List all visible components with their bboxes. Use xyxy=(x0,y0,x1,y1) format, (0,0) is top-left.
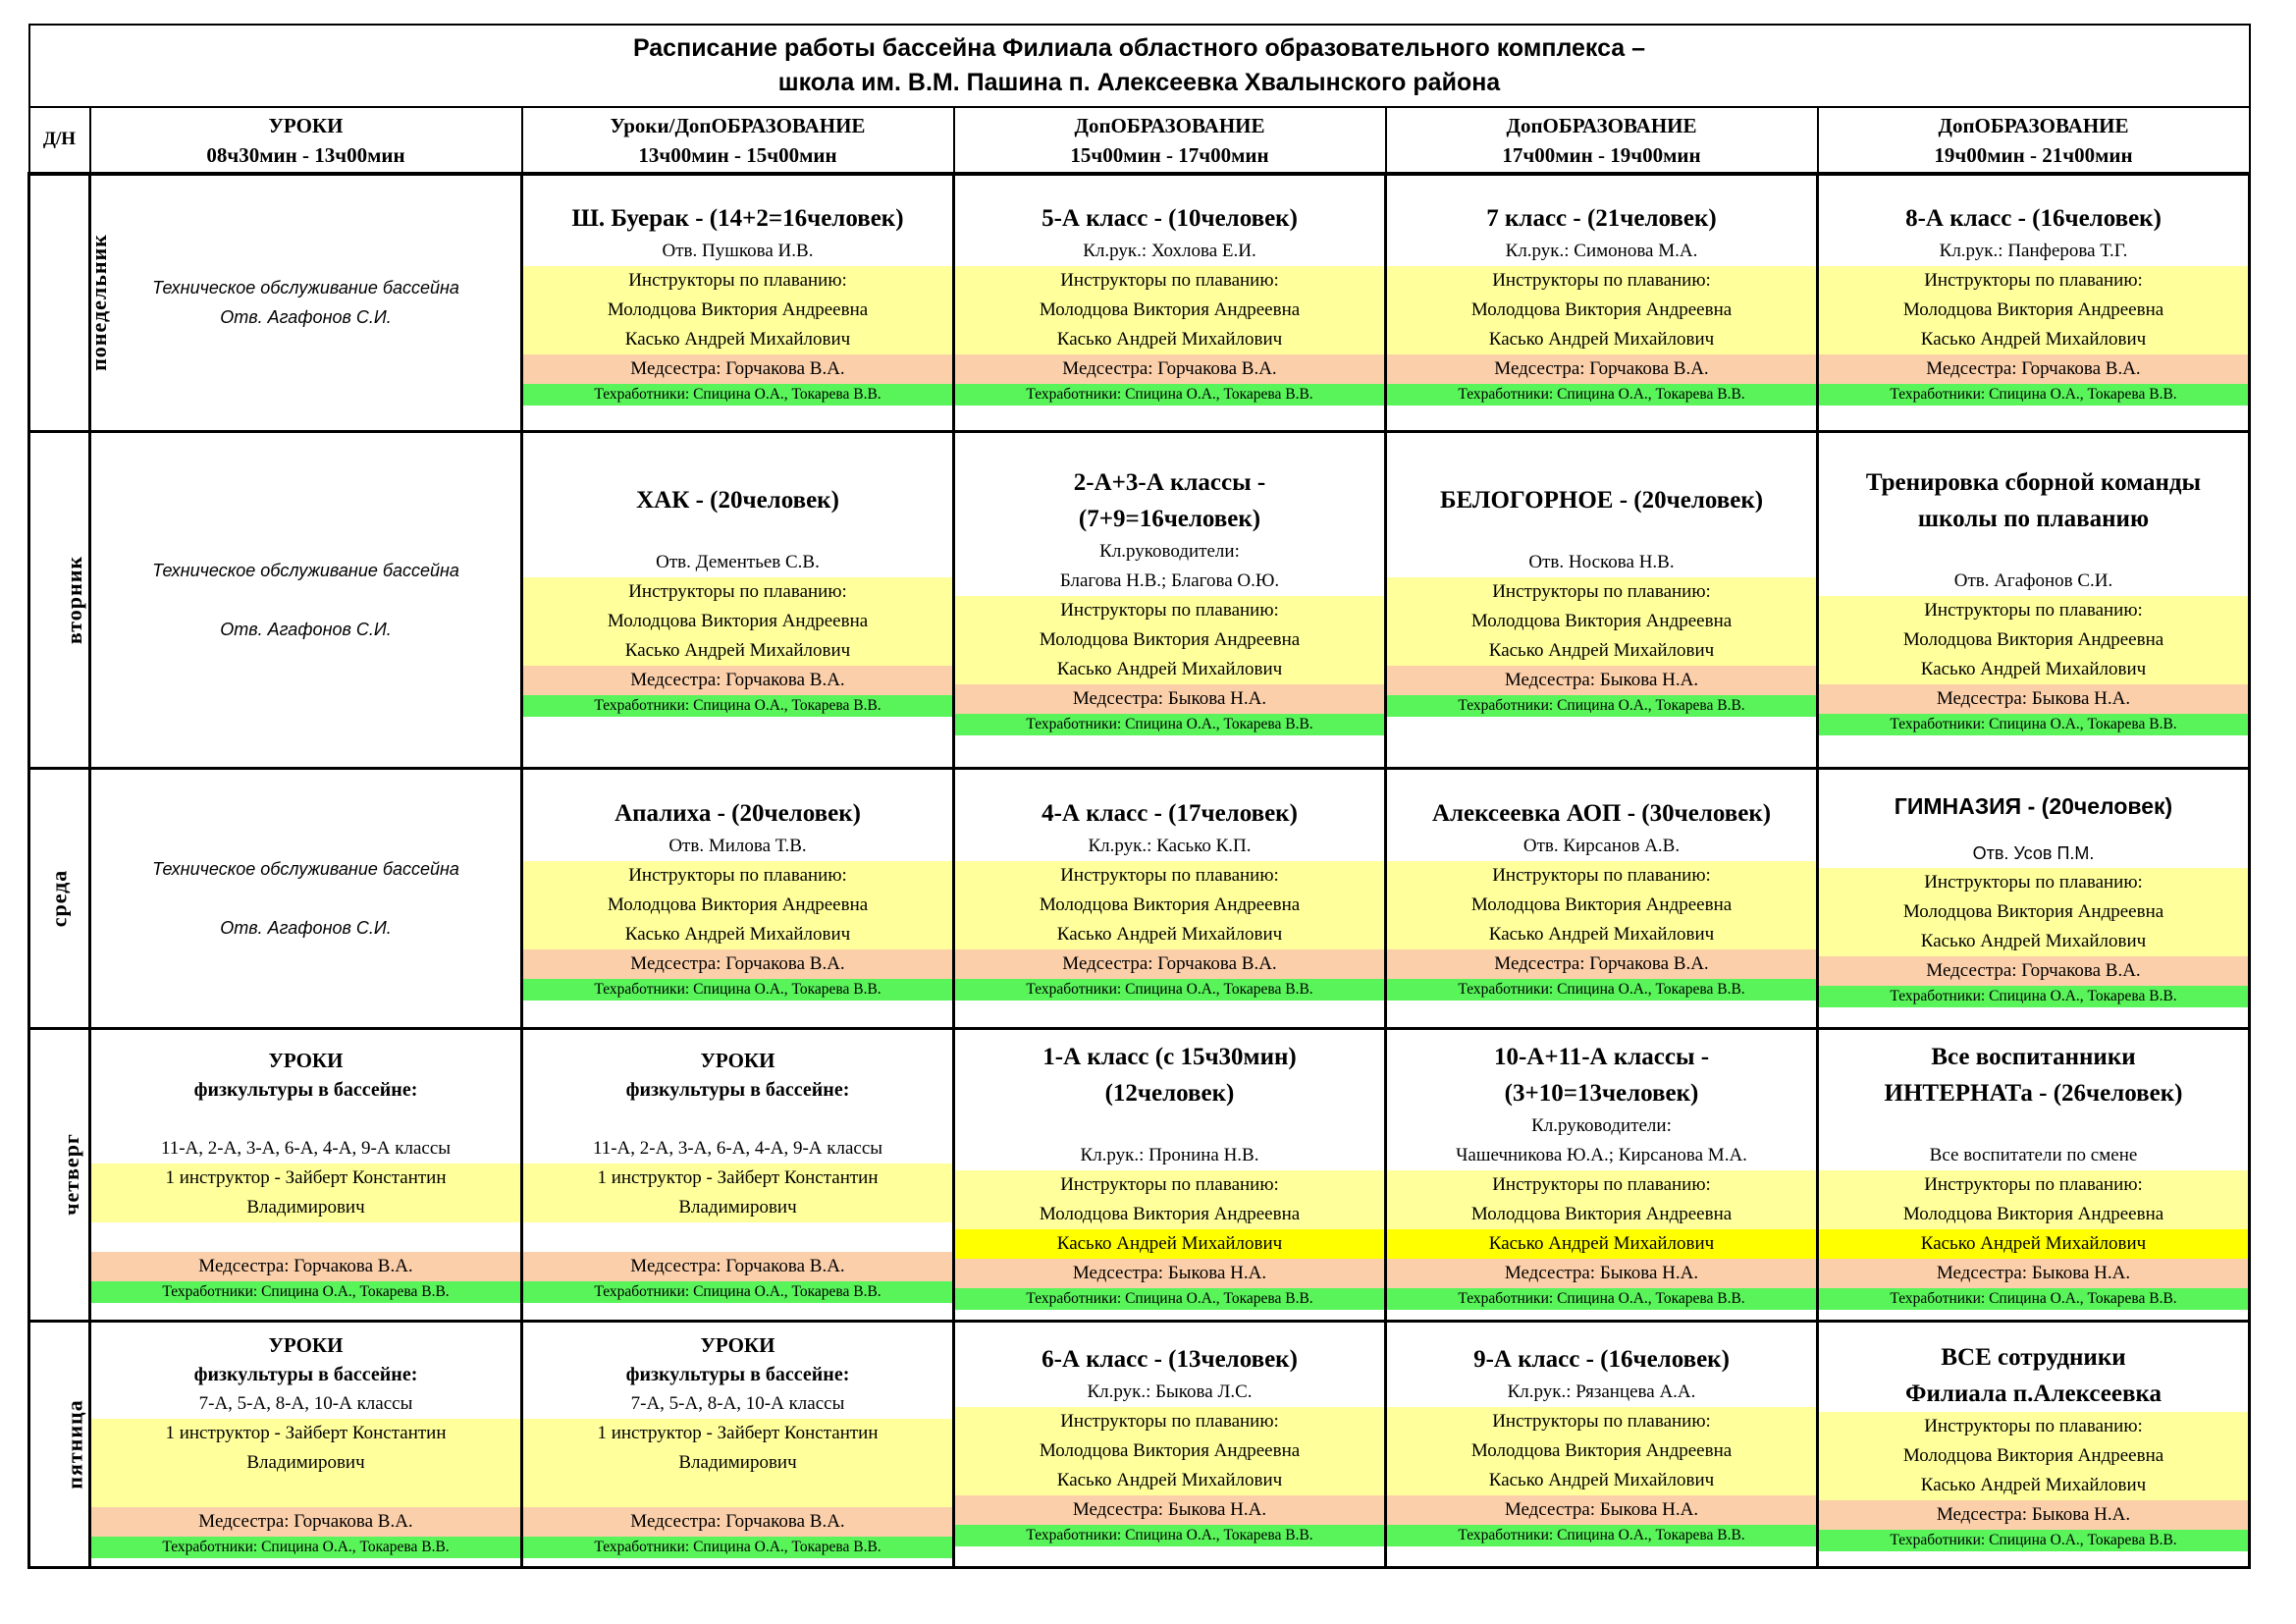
group-title-line-1: 2-А+3-А классы - xyxy=(1073,468,1266,496)
instructor-1: Молодцова Виктория Андреевна xyxy=(523,296,952,325)
nurse: Медсестра: Быкова Н.А. xyxy=(1387,1495,1816,1525)
instructor-1: Молодцова Виктория Андреевна xyxy=(1387,296,1816,325)
row-thursday xyxy=(29,1028,2250,1321)
group-resp: Кл.рук.: Быкова Л.С. xyxy=(1087,1381,1253,1402)
instructor-1: Молодцова Виктория Андреевна xyxy=(955,1200,1384,1229)
group-title: Ш. Буерак - (14+2=16человек) xyxy=(571,204,904,232)
tech-staff: Техработники: Спицина О.А., Токарева В.В. xyxy=(523,695,952,717)
group-title: 8-А класс - (16человек) xyxy=(1905,204,2162,232)
slot-friday-2 xyxy=(522,1321,954,1567)
nurse: Медсестра: Горчакова В.А. xyxy=(1819,354,2248,384)
group-title: Апалиха - (20человек) xyxy=(614,800,861,827)
nurse: Медсестра: Горчакова В.А. xyxy=(955,354,1384,384)
slot-tuesday-4 xyxy=(1386,431,1818,768)
maintenance-resp: Отв. Агафонов С.И. xyxy=(220,619,392,639)
single-instructor: 1 инструктор - Зайберт Константин xyxy=(523,1164,952,1193)
nurse: Медсестра: Горчакова В.А. xyxy=(1819,956,2248,986)
nurse: Медсестра: Горчакова В.А. xyxy=(523,354,952,384)
instructor-1: Молодцова Виктория Андреевна xyxy=(523,891,952,920)
group-title: ГИМНАЗИЯ - (20человек) xyxy=(1894,793,2173,819)
header-col-3-label: ДопОБРАЗОВАНИЕ xyxy=(1074,113,1265,137)
single-instructor: 1 инструктор - Зайберт Константин xyxy=(91,1419,520,1448)
day-label: пятница xyxy=(62,1398,87,1489)
lessons-subtitle: физкультуры в бассейне: xyxy=(193,1363,418,1385)
nurse: Медсестра: Горчакова В.А. xyxy=(955,949,1384,979)
day-label: четверг xyxy=(58,1133,83,1216)
instructors-label: Инструкторы по плаванию: xyxy=(955,1407,1384,1436)
tech-staff: Техработники: Спицина О.А., Токарева В.В. xyxy=(1819,986,2248,1007)
group-title: 5-А класс - (10человек) xyxy=(1041,204,1298,232)
tech-staff: Техработники: Спицина О.А., Токарева В.В. xyxy=(1387,1525,1816,1546)
slot-monday-1 xyxy=(90,174,522,431)
instructors-label: Инструкторы по плаванию: xyxy=(1387,266,1816,296)
instructors-label: Инструкторы по плаванию: xyxy=(955,861,1384,891)
group-title: БЕЛОГОРНОЕ - (20человек) xyxy=(1439,487,1764,514)
instructor-2: Касько Андрей Михайлович xyxy=(1819,655,2248,684)
lessons-subtitle: физкультуры в бассейне: xyxy=(625,1079,850,1101)
group-title: 9-А класс - (16человек) xyxy=(1473,1346,1730,1373)
day-label: вторник xyxy=(62,555,87,644)
single-instructor-line-2: Владимирович xyxy=(523,1193,952,1222)
instructor-2: Касько Андрей Михайлович xyxy=(1819,927,2248,956)
slot-thursday-5 xyxy=(1818,1028,2250,1321)
row-monday xyxy=(29,174,2250,431)
day-monday xyxy=(29,174,111,431)
header-dn-label: Д/Н xyxy=(42,129,77,149)
nurse: Медсестра: Быкова Н.А. xyxy=(1819,684,2248,714)
slot-monday-3 xyxy=(954,174,1386,431)
group-title-line-1: 10-А+11-А классы - xyxy=(1493,1044,1710,1070)
row-friday xyxy=(29,1321,2250,1567)
header-col-1 xyxy=(90,107,522,174)
day-wednesday xyxy=(29,768,90,1028)
title-line-1: Расписание работы бассейна Филиала областного образовательного комплекса – xyxy=(632,34,1646,62)
tech-staff: Техработники: Спицина О.А., Токарева В.В. xyxy=(955,714,1384,735)
group-title-line-2: (12человек) xyxy=(1104,1080,1235,1107)
header-col-2-label: Уроки/ДопОБРАЗОВАНИЕ xyxy=(610,113,866,137)
instructor-2: Касько Андрей Михайлович xyxy=(1387,325,1816,354)
instructors-label: Инструкторы по плаванию: xyxy=(1819,266,2248,296)
instructor-2: Касько Андрей Михайлович xyxy=(523,325,952,354)
group-resp: Кл.рук.: Симонова М.А. xyxy=(1505,240,1698,261)
title-row xyxy=(29,25,2250,107)
slot-friday-4 xyxy=(1386,1321,1818,1567)
nurse: Медсестра: Быкова Н.А. xyxy=(1387,666,1816,695)
instructors-label: Инструкторы по плаванию: xyxy=(1387,1170,1816,1200)
instructors-label: Инструкторы по плаванию: xyxy=(1819,1412,2248,1441)
slot-tuesday-3 xyxy=(954,431,1386,768)
lessons-title: УРОКИ xyxy=(268,1332,344,1357)
header-day-night xyxy=(29,107,90,174)
tech-staff: Техработники: Спицина О.А., Токарева В.В. xyxy=(91,1281,520,1303)
instructor-2: Касько Андрей Михайлович xyxy=(1387,636,1816,666)
group-title-line-2: ИНТЕРНАТа - (26человек) xyxy=(1884,1080,2183,1107)
slot-tuesday-2 xyxy=(522,431,954,768)
document-title xyxy=(29,25,2250,107)
instructor-1: Молодцова Виктория Андреевна xyxy=(1819,1441,2248,1471)
group-title: ХАК - (20человек) xyxy=(636,487,839,514)
group-resp: Отв. Агафонов С.И. xyxy=(1953,569,2113,591)
header-col-4-label: ДопОБРАЗОВАНИЕ xyxy=(1506,113,1697,137)
tech-staff: Техработники: Спицина О.А., Токарева В.В. xyxy=(1387,695,1816,717)
tech-staff: Техработники: Спицина О.А., Токарева В.В. xyxy=(1819,1530,2248,1551)
header-col-1-label: УРОКИ xyxy=(268,113,344,137)
group-title-line-2: Филиала п.Алексеевка xyxy=(1904,1380,2163,1407)
single-instructor: 1 инструктор - Зайберт Константин xyxy=(91,1164,520,1193)
instructor-1: Молодцова Виктория Андреевна xyxy=(523,607,952,636)
slot-thursday-2 xyxy=(522,1028,954,1321)
instructors-label: Инструкторы по плаванию: xyxy=(1819,868,2248,897)
lessons-title: УРОКИ xyxy=(268,1049,344,1072)
instructors-label: Инструкторы по плаванию: xyxy=(1819,1170,2248,1200)
tech-staff: Техработники: Спицина О.А., Токарева В.В. xyxy=(955,384,1384,406)
group-resp-line-2: Чашечникова Ю.А.; Кирсанова М.А. xyxy=(1456,1145,1747,1165)
instructors-label: Инструкторы по плаванию: xyxy=(523,577,952,607)
group-resp: Отв. Усов П.М. xyxy=(1972,843,2095,863)
instructor-2: Касько Андрей Михайлович xyxy=(955,920,1384,949)
slot-wednesday-5 xyxy=(1818,768,2250,1028)
tech-staff: Техработники: Спицина О.А., Токарева В.В. xyxy=(1819,714,2248,735)
group-resp: Отв. Милова Т.В. xyxy=(668,836,807,856)
group-title-line-2: (7+9=16человек) xyxy=(1078,505,1261,532)
slot-thursday-4 xyxy=(1386,1028,1818,1321)
day-friday xyxy=(29,1321,90,1567)
nurse: Медсестра: Горчакова В.А. xyxy=(91,1252,520,1281)
tech-staff: Техработники: Спицина О.А., Токарева В.В. xyxy=(523,1537,952,1558)
instructor-1: Молодцова Виктория Андреевна xyxy=(1819,1200,2248,1229)
group-resp-line-1: Кл.руководители: xyxy=(1099,540,1240,562)
instructor-2: Касько Андрей Михайлович xyxy=(1387,1466,1816,1495)
instructor-2: Касько Андрей Михайлович xyxy=(1387,920,1816,949)
instructor-2: Касько Андрей Михайлович xyxy=(955,325,1384,354)
maintenance-resp: Отв. Агафонов С.И. xyxy=(220,917,392,938)
tech-staff: Техработники: Спицина О.А., Токарева В.В. xyxy=(1387,979,1816,1001)
single-instructor: 1 инструктор - Зайберт Константин xyxy=(523,1419,952,1448)
maintenance-text: Техническое обслуживание бассейна xyxy=(152,858,459,879)
group-title: 6-А класс - (13человек) xyxy=(1041,1346,1298,1373)
lessons-subtitle: физкультуры в бассейне: xyxy=(625,1363,850,1385)
instructor-1: Молодцова Виктория Андреевна xyxy=(955,1436,1384,1466)
group-resp: Отв. Пушкова И.В. xyxy=(662,240,814,261)
tech-staff: Техработники: Спицина О.А., Токарева В.В. xyxy=(955,1288,1384,1310)
single-instructor-line-2: Владимирович xyxy=(91,1193,520,1222)
nurse: Медсестра: Горчакова В.А. xyxy=(523,666,952,695)
tech-staff: Техработники: Спицина О.А., Токарева В.В. xyxy=(523,1281,952,1303)
instructor-2: Касько Андрей Михайлович xyxy=(955,1466,1384,1495)
title-line-2: школа им. В.М. Пашина п. Алексеевка Хвалынского района xyxy=(777,69,1501,96)
slot-tuesday-5 xyxy=(1818,431,2250,768)
nurse: Медсестра: Горчакова В.А. xyxy=(523,1507,952,1537)
instructor-2: Касько Андрей Михайлович xyxy=(523,636,952,666)
schedule-table xyxy=(27,24,2251,1569)
header-col-1-time: 08ч30мин - 13ч00мин xyxy=(206,142,405,167)
tech-staff: Техработники: Спицина О.А., Токарева В.В. xyxy=(955,1525,1384,1546)
slot-wednesday-3 xyxy=(954,768,1386,1028)
header-col-5 xyxy=(1818,107,2250,174)
instructors-label: Инструкторы по плаванию: xyxy=(955,266,1384,296)
lessons-classes: 7-А, 5-А, 8-А, 10-А классы xyxy=(198,1392,413,1414)
instructor-2: Касько Андрей Михайлович xyxy=(1387,1229,1816,1259)
group-title: 4-А класс - (17человек) xyxy=(1041,800,1298,827)
group-title-line-1: 1-А класс (с 15ч30мин) xyxy=(1042,1044,1297,1070)
instructors-label: Инструкторы по плаванию: xyxy=(1387,1407,1816,1436)
group-resp: Кл.рук.: Пронина Н.В. xyxy=(1080,1145,1259,1165)
group-resp: Кл.рук.: Рязанцева А.А. xyxy=(1507,1381,1696,1402)
header-row xyxy=(29,107,2250,174)
group-title-line-1: Тренировка сборной команды xyxy=(1865,468,2202,496)
instructor-2: Касько Андрей Михайлович xyxy=(955,655,1384,684)
header-col-2-time: 13ч00мин - 15ч00мин xyxy=(638,142,837,167)
nurse: Медсестра: Горчакова В.А. xyxy=(1387,949,1816,979)
nurse: Медсестра: Горчакова В.А. xyxy=(1387,354,1816,384)
instructors-label: Инструкторы по плаванию: xyxy=(955,596,1384,625)
header-col-3 xyxy=(954,107,1386,174)
instructor-2: Касько Андрей Михайлович xyxy=(1819,1471,2248,1500)
group-title: Алексеевка АОП - (30человек) xyxy=(1431,800,1772,827)
group-resp: Все воспитатели по смене xyxy=(1929,1145,2138,1165)
slot-monday-4 xyxy=(1386,174,1818,431)
tech-staff: Техработники: Спицина О.А., Токарева В.В. xyxy=(1819,384,2248,406)
instructor-2: Касько Андрей Михайлович xyxy=(1819,325,2248,354)
group-resp: Отв. Дементьев С.В. xyxy=(656,552,820,572)
slot-thursday-1 xyxy=(90,1028,522,1321)
header-col-4 xyxy=(1386,107,1818,174)
group-resp: Отв. Кирсанов А.В. xyxy=(1522,836,1681,856)
slot-tuesday-1 xyxy=(90,431,522,768)
row-tuesday xyxy=(29,431,2250,768)
single-instructor-line-2: Владимирович xyxy=(523,1448,952,1478)
instructors-label: Инструкторы по плаванию: xyxy=(523,266,952,296)
group-title: 7 класс - (21человек) xyxy=(1486,204,1717,232)
group-resp-line-1: Кл.руководители: xyxy=(1531,1115,1672,1136)
instructor-2: Касько Андрей Михайлович xyxy=(1819,1229,2248,1259)
slot-wednesday-4 xyxy=(1386,768,1818,1028)
instructor-1: Молодцова Виктория Андреевна xyxy=(1819,625,2248,655)
instructor-1: Молодцова Виктория Андреевна xyxy=(1819,296,2248,325)
row-wednesday xyxy=(29,768,2250,1028)
instructors-label: Инструкторы по плаванию: xyxy=(1387,577,1816,607)
instructor-1: Молодцова Виктория Андреевна xyxy=(1387,607,1816,636)
instructor-1: Молодцова Виктория Андреевна xyxy=(1387,891,1816,920)
group-resp: Отв. Носкова Н.В. xyxy=(1528,552,1675,572)
header-col-5-time: 19ч00мин - 21ч00мин xyxy=(1934,142,2133,167)
day-label: понедельник xyxy=(85,234,111,372)
group-resp: Кл.рук.: Хохлова Е.И. xyxy=(1083,240,1256,261)
slot-monday-2 xyxy=(522,174,954,431)
lessons-classes: 11-А, 2-А, 3-А, 6-А, 4-А, 9-А классы xyxy=(160,1138,452,1159)
nurse: Медсестра: Горчакова В.А. xyxy=(523,1252,952,1281)
group-resp: Кл.рук.: Панферова Т.Г. xyxy=(1939,240,2128,261)
instructors-label: Инструкторы по плаванию: xyxy=(955,1170,1384,1200)
tech-staff: Техработники: Спицина О.А., Токарева В.В. xyxy=(1819,1288,2248,1310)
slot-wednesday-2 xyxy=(522,768,954,1028)
single-instructor-line-2: Владимирович xyxy=(91,1448,520,1478)
lessons-classes: 11-А, 2-А, 3-А, 6-А, 4-А, 9-А классы xyxy=(592,1138,883,1159)
header-col-3-time: 15ч00мин - 17ч00мин xyxy=(1070,142,1269,167)
instructors-label: Инструкторы по плаванию: xyxy=(523,861,952,891)
group-title-line-1: Все воспитанники xyxy=(1931,1044,2136,1070)
instructor-1: Молодцова Виктория Андреевна xyxy=(1819,897,2248,927)
instructor-2: Касько Андрей Михайлович xyxy=(955,1229,1384,1259)
instructors-label: Инструкторы по плаванию: xyxy=(1819,596,2248,625)
instructor-2: Касько Андрей Михайлович xyxy=(523,920,952,949)
instructor-1: Молодцова Виктория Андреевна xyxy=(1387,1200,1816,1229)
tech-staff: Техработники: Спицина О.А., Токарева В.В. xyxy=(955,979,1384,1001)
nurse: Медсестра: Быкова Н.А. xyxy=(955,684,1384,714)
instructor-1: Молодцова Виктория Андреевна xyxy=(1387,1436,1816,1466)
nurse: Медсестра: Быкова Н.А. xyxy=(1819,1500,2248,1530)
tech-staff: Техработники: Спицина О.А., Токарева В.В. xyxy=(1387,384,1816,406)
instructor-1: Молодцова Виктория Андреевна xyxy=(955,625,1384,655)
group-title-line-2: школы по плаванию xyxy=(1917,505,2150,532)
day-label: среда xyxy=(46,869,72,927)
tech-staff: Техработники: Спицина О.А., Токарева В.В. xyxy=(91,1537,520,1558)
nurse: Медсестра: Быкова Н.А. xyxy=(1819,1259,2248,1288)
header-col-2 xyxy=(522,107,954,174)
tech-staff: Техработники: Спицина О.А., Токарева В.В. xyxy=(523,979,952,1001)
instructor-1: Молодцова Виктория Андреевна xyxy=(955,296,1384,325)
slot-friday-3 xyxy=(954,1321,1386,1567)
nurse: Медсестра: Быкова Н.А. xyxy=(1387,1259,1816,1288)
header-col-5-label: ДопОБРАЗОВАНИЕ xyxy=(1938,113,2129,137)
day-tuesday xyxy=(29,431,90,768)
slot-monday-5 xyxy=(1818,174,2250,431)
day-thursday xyxy=(29,1028,90,1321)
slot-friday-1 xyxy=(90,1321,522,1567)
maintenance-text: Техническое обслуживание бассейна xyxy=(152,278,459,298)
nurse: Медсестра: Горчакова В.А. xyxy=(523,949,952,979)
group-resp: Кл.рук.: Касько К.П. xyxy=(1088,836,1252,856)
nurse: Медсестра: Горчакова В.А. xyxy=(91,1507,520,1537)
maintenance-resp: Отв. Агафонов С.И. xyxy=(220,307,392,328)
tech-staff: Техработники: Спицина О.А., Токарева В.В. xyxy=(1387,1288,1816,1310)
slot-thursday-3 xyxy=(954,1028,1386,1321)
lessons-title: УРОКИ xyxy=(700,1049,775,1072)
nurse: Медсестра: Быкова Н.А. xyxy=(955,1495,1384,1525)
group-title-line-1: ВСЕ сотрудники xyxy=(1941,1343,2126,1371)
slot-wednesday-1 xyxy=(90,768,522,1028)
tech-staff: Техработники: Спицина О.А., Токарева В.В. xyxy=(523,384,952,406)
nurse: Медсестра: Быкова Н.А. xyxy=(955,1259,1384,1288)
slot-friday-5 xyxy=(1818,1321,2250,1567)
maintenance-text: Техническое обслуживание бассейна xyxy=(152,560,459,580)
lessons-subtitle: физкультуры в бассейне: xyxy=(193,1079,418,1101)
header-col-4-time: 17ч00мин - 19ч00мин xyxy=(1502,142,1701,167)
group-resp-line-2: Благова Н.В.; Благова О.Ю. xyxy=(1059,569,1280,591)
instructors-label: Инструкторы по плаванию: xyxy=(1387,861,1816,891)
instructor-1: Молодцова Виктория Андреевна xyxy=(955,891,1384,920)
lessons-classes: 7-А, 5-А, 8-А, 10-А классы xyxy=(630,1392,845,1414)
group-title-line-2: (3+10=13человек) xyxy=(1504,1080,1699,1107)
lessons-title: УРОКИ xyxy=(700,1332,775,1357)
